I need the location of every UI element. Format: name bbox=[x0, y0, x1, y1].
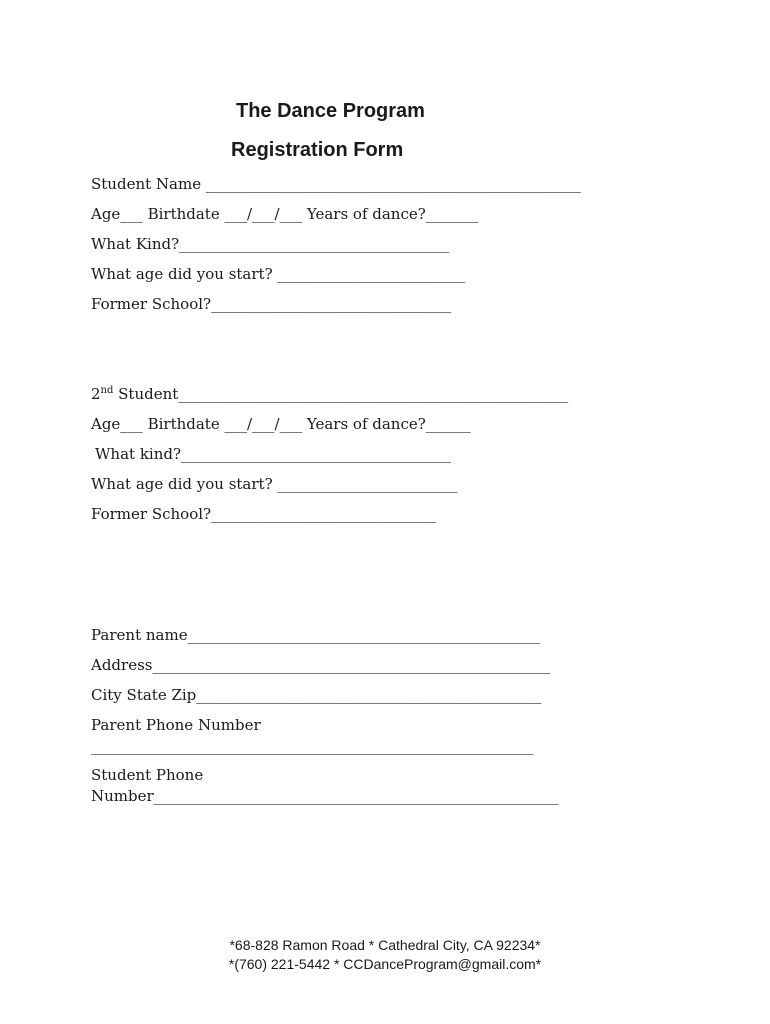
footer-contact: *(760) 221-5442 * CCDanceProgram@gmail.com* bbox=[228, 956, 542, 972]
ordinal-number: 2 bbox=[91, 385, 101, 403]
student-phone-label: Student Phone bbox=[91, 766, 204, 784]
second-student-former-school-field[interactable]: Former School?______________________________ bbox=[91, 505, 437, 523]
second-student-age-birthdate-field[interactable]: Age___ Birthdate ___/___/___ Years of dance?______ bbox=[91, 415, 471, 433]
student-name-field[interactable]: Student Name __________________________________________________ bbox=[91, 175, 581, 193]
city-state-zip-field[interactable]: City State Zip______________________________________________ bbox=[91, 686, 542, 704]
parent-phone-label: Parent Phone Number bbox=[91, 716, 261, 734]
second-student-dance-kind-field[interactable]: What kind?____________________________________ bbox=[95, 445, 452, 463]
second-student-start-age-field[interactable]: What age did you start? ________________________ bbox=[91, 475, 458, 493]
ordinal-suffix: nd bbox=[100, 385, 114, 396]
form-subtitle: Registration Form bbox=[231, 139, 404, 161]
student-age-birthdate-field[interactable]: Age___ Birthdate ___/___/___ Years of dance?_______ bbox=[91, 205, 479, 223]
second-student-name-text: Student____________________________________________________ bbox=[113, 385, 569, 403]
student-dance-kind-field[interactable]: What Kind?____________________________________ bbox=[91, 235, 450, 253]
student-start-age-field[interactable]: What age did you start? _________________________ bbox=[91, 265, 465, 283]
student-former-school-field[interactable]: Former School?________________________________ bbox=[91, 295, 452, 313]
form-title: The Dance Program bbox=[236, 100, 425, 122]
parent-phone-field[interactable]: ___________________________________________________________ bbox=[91, 737, 534, 755]
second-student-name-field[interactable] bbox=[91, 384, 568, 404]
footer-address: *68-828 Ramon Road * Cathedral City, CA 92234* bbox=[229, 937, 541, 953]
address-field[interactable]: Address_____________________________________________________ bbox=[91, 656, 550, 674]
student-phone-field[interactable]: Number______________________________________________________ bbox=[91, 787, 559, 805]
parent-name-field[interactable]: Parent name_______________________________________________ bbox=[91, 626, 541, 644]
